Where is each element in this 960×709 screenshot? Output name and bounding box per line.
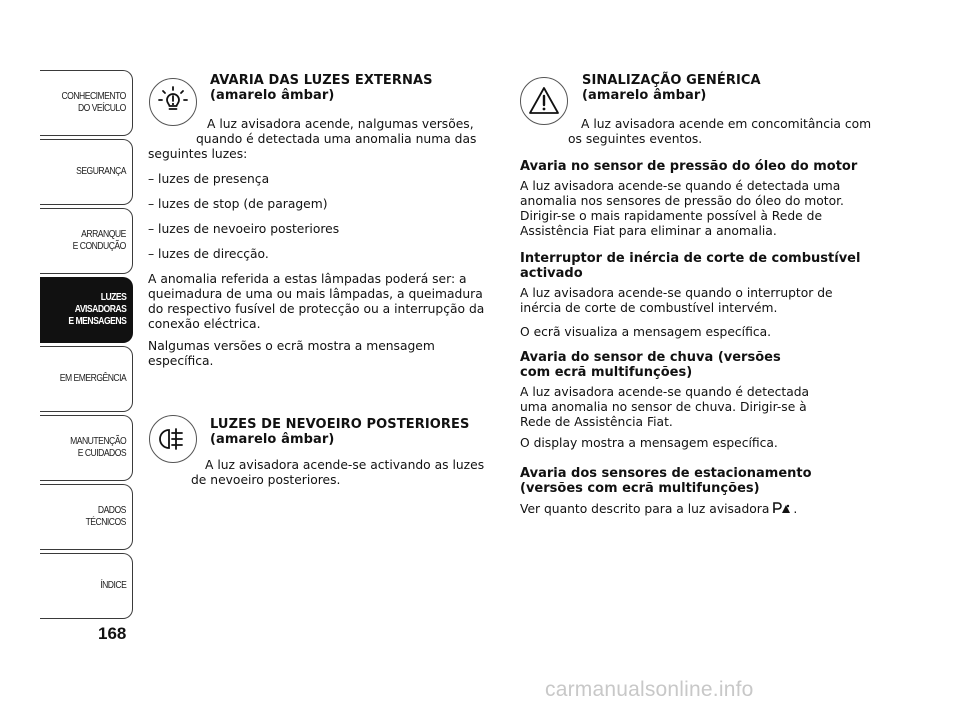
section-title: AVARIA DAS LUZES EXTERNAS bbox=[210, 73, 433, 88]
intro-line: A luz avisadora acende, nalgumas versões, bbox=[207, 117, 474, 131]
section-heading: Interruptor de inércia de corte de combustível activado bbox=[520, 251, 861, 281]
paragraph: Nalgumas versões o ecrã mostra a mensagem específica. bbox=[148, 339, 435, 368]
section-heading: Avaria do sensor de chuva (versões com ecrã multifunções) bbox=[520, 350, 781, 380]
rear-fog-heading bbox=[210, 417, 495, 447]
sentence-end: . bbox=[793, 502, 798, 516]
intro-line: os seguintes eventos. bbox=[568, 132, 703, 146]
paragraph: A luz avisadora acende-se quando é detectada uma anomalia no sensor de chuva. Dirigir-se à Rede de Assistência Fiat. bbox=[520, 385, 810, 429]
page-number: 168 bbox=[98, 624, 127, 643]
list-item: – luzes de nevoeiro posteriores bbox=[148, 222, 340, 236]
section-heading: Avaria no sensor de pressão do óleo do motor bbox=[520, 159, 858, 174]
tab-label: LUZES AVISADORAS E MENSAGENS bbox=[68, 292, 126, 327]
tab-label: MANUTENÇÃO E CUIDADOS bbox=[69, 436, 126, 459]
tab-conhecimento[interactable] bbox=[40, 70, 133, 136]
tab-arranque[interactable] bbox=[40, 208, 133, 274]
tab-label: EM EMERGÊNCIA bbox=[59, 373, 126, 384]
paragraph: A luz avisadora acende-se quando é detectada uma anomalia nos sensores de pressão do óleo do motor. Dirigir-se o mais rapidamente possível à Rede de Assistência Fiat para eliminar a anomalia. bbox=[520, 179, 844, 238]
paragraph-text: Ver quanto descrito para a luz avisadora bbox=[520, 502, 770, 516]
intro-line: A luz avisadora acende-se activando as luzes bbox=[205, 458, 485, 472]
intro-line: quando é detectada uma anomalia numa das bbox=[196, 132, 477, 146]
tab-indice[interactable] bbox=[40, 553, 133, 619]
section-subtitle: (amarelo âmbar) bbox=[210, 432, 335, 447]
generic-body bbox=[520, 117, 875, 517]
intro-line: A luz avisadora acende em concomitância com bbox=[581, 117, 872, 131]
tab-dados-tecnicos[interactable] bbox=[40, 484, 133, 550]
list-item: – luzes de stop (de paragem) bbox=[148, 197, 328, 211]
paragraph: A luz avisadora acende-se quando o interruptor de inércia de corte de combustível intervém. bbox=[520, 286, 833, 315]
tab-emergencia[interactable] bbox=[40, 346, 133, 412]
tab-seguranca[interactable] bbox=[40, 139, 133, 205]
tab-manutencao[interactable] bbox=[40, 415, 133, 481]
list-item: – luzes de presença bbox=[148, 172, 270, 186]
paragraph: A anomalia referida a estas lâmpadas poderá ser: a queimadura de uma ou mais lâmpadas, a queimadura do respectivo fusível de protecção ou a interrupção da conexão eléctrica. bbox=[148, 272, 485, 331]
tab-luzes-avisadoras[interactable] bbox=[40, 277, 133, 343]
tab-label: ÍNDICE bbox=[99, 580, 126, 591]
tab-label: CONHECIMENTO DO VEÍCULO bbox=[61, 91, 126, 114]
paragraph: O ecrã visualiza a mensagem específica. bbox=[520, 325, 772, 339]
parking-sensor-icon bbox=[773, 502, 793, 514]
intro-line: de nevoeiro posteriores. bbox=[191, 473, 341, 487]
section-title: LUZES DE NEVOEIRO POSTERIORES bbox=[210, 417, 470, 432]
intro-line: seguintes luzes: bbox=[148, 147, 248, 161]
external-lights-heading bbox=[210, 73, 490, 103]
generic-heading bbox=[582, 73, 872, 103]
tab-label: DADOS TÉCNICOS bbox=[85, 505, 126, 528]
paragraph bbox=[520, 502, 875, 517]
section-subtitle: (amarelo âmbar) bbox=[582, 88, 707, 103]
tab-label: ARRANQUE E CONDUÇÃO bbox=[72, 229, 126, 252]
watermark: carmanualsonline.info bbox=[545, 678, 754, 701]
external-lights-body bbox=[148, 117, 493, 369]
rear-fog-light-icon bbox=[149, 415, 197, 463]
section-title: SINALIZAÇÃO GENÉRICA bbox=[582, 73, 761, 88]
paragraph: O display mostra a mensagem específica. bbox=[520, 436, 778, 450]
tab-label: SEGURANÇA bbox=[76, 166, 126, 177]
section-heading: Avaria dos sensores de estacionamento (versões com ecrã multifunções) bbox=[520, 466, 812, 496]
list-item: – luzes de direcção. bbox=[148, 247, 269, 261]
rear-fog-body bbox=[148, 458, 493, 488]
section-subtitle: (amarelo âmbar) bbox=[210, 88, 335, 103]
